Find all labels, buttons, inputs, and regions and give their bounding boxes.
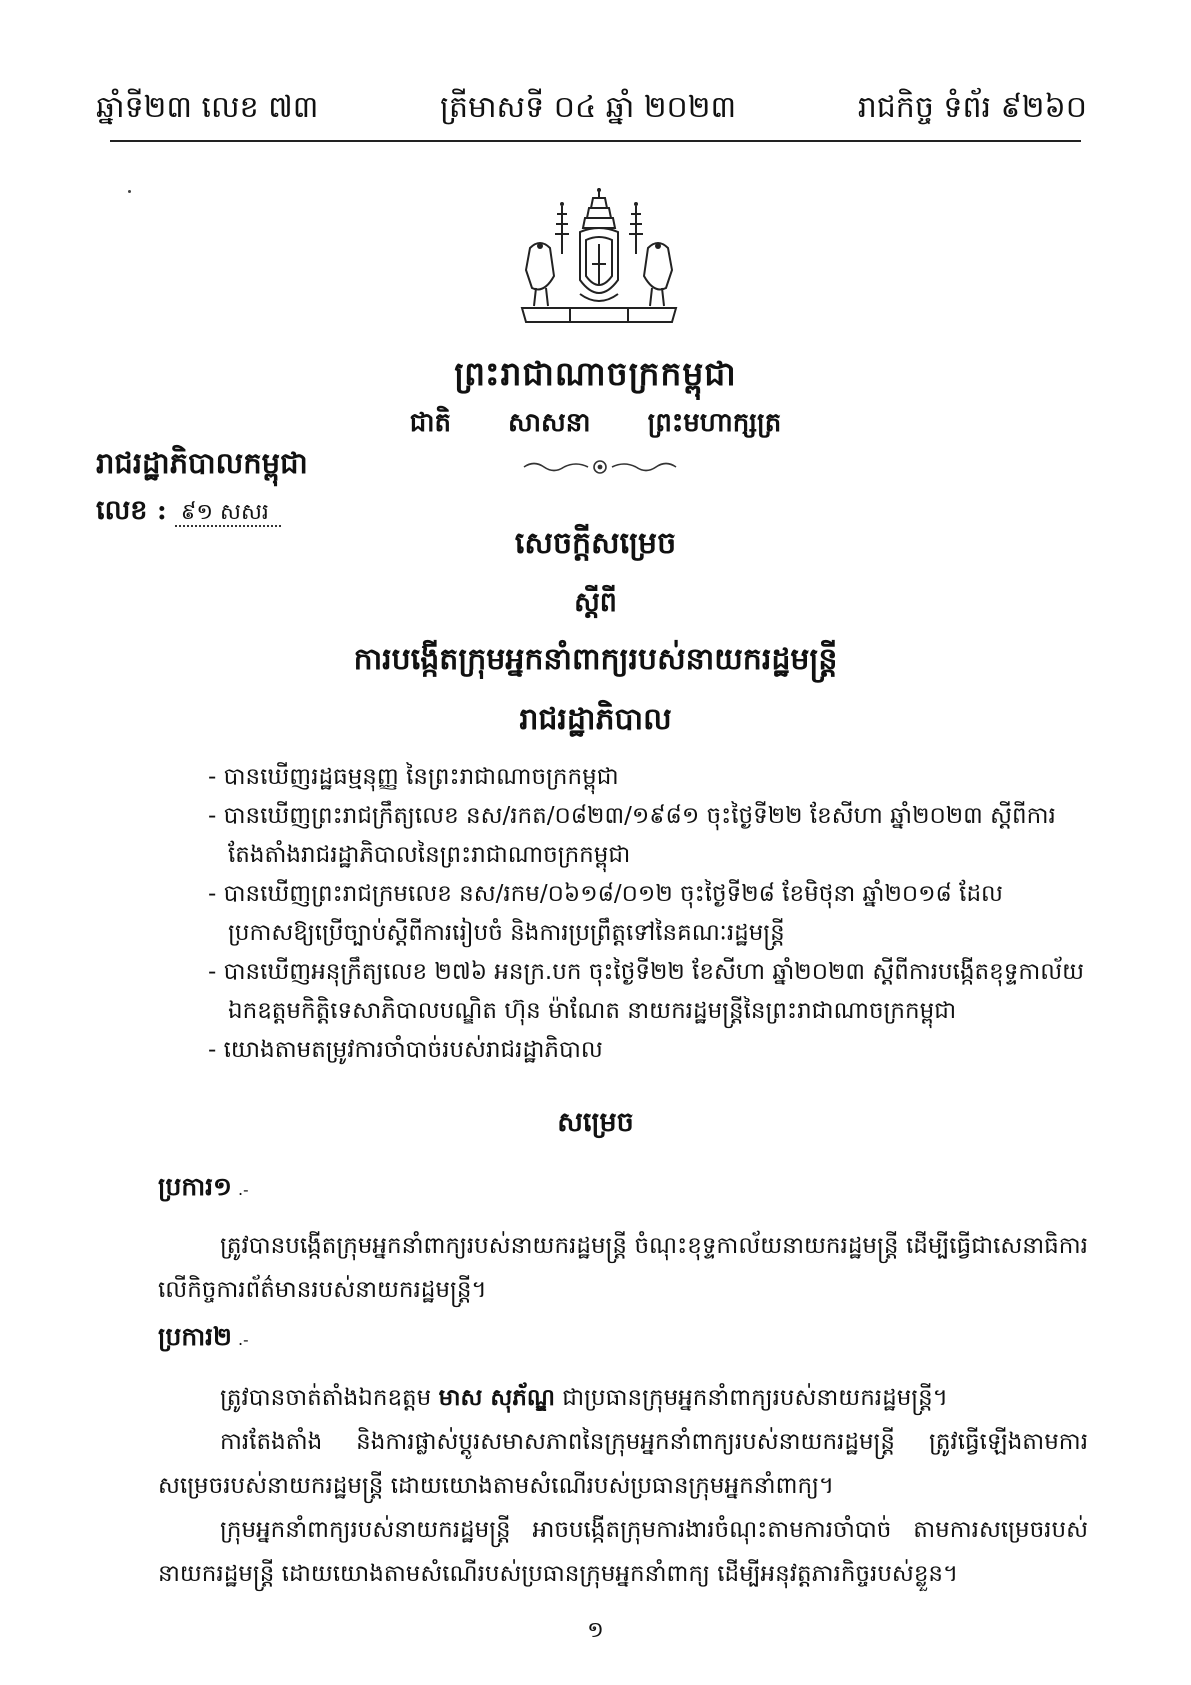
title-about: ស្តីពី	[574, 587, 617, 618]
article-2-title: ប្រការ២	[158, 1322, 232, 1351]
header-rule	[110, 140, 1081, 142]
recital-item: - បានឃើញព្រះរាជក្រមលេខ នស/រកម/០៦១៨/០១២ ចុះថ្ងៃទី២៨ ខែមិថុនា ឆ្នាំ២០១៨ ដែលប្រកាសឱ្យប្រើច្បាប់ស្តីពីការរៀបចំ និងការប្រព្រឹត្តទៅនៃគណៈរដ្ឋមន្ត្រី	[208, 881, 1003, 946]
recital-item: - យោងតាមតម្រូវការចាំបាច់របស់រាជរដ្ឋាភិបាល	[208, 1037, 603, 1063]
article-2-paragraph-3: ក្រុមអ្នកនាំពាក្យរបស់នាយករដ្ឋមន្ត្រី អាចបង្កើតក្រុមការងារចំណុះតាមការចាំបាច់ តាមការសម្រេចរបស់នាយករដ្ឋមន្ត្រី ដោយយោងតាមសំណើរបស់ប្រធានក្រុមអ្នកនាំពាក្យ ដើម្បីអនុវត្តភារកិច្ចរបស់ខ្លួន។	[158, 1517, 1088, 1587]
number-label: លេខ :	[96, 495, 167, 526]
page-number: ១	[587, 1618, 604, 1643]
issuing-government: រាជរដ្ឋាភិបាលកម្ពុជា	[96, 446, 308, 480]
recital-item: - បានឃើញអនុក្រឹត្យលេខ ២៧៦ អនក្រ.បក ចុះថ្ងៃទី២២ ខែសីហា ឆ្នាំ២០២៣ ស្តីពីការបង្កើតខុទ្ទកាល័យឯកឧត្តមកិត្តិទេសាភិបាលបណ្ឌិត ហ៊ុន ម៉ាណែត នាយករដ្ឋមន្ត្រីនៃព្រះរាជាណាចក្រកម្ពុជា	[208, 959, 1085, 1024]
p1-after: ជាប្រធានក្រុមអ្នកនាំពាក្យរបស់នាយករដ្ឋមន្ត្រី។	[554, 1385, 948, 1411]
document-subject: ការបង្កើតក្រុមអ្នកនាំពាក្យរបស់នាយករដ្ឋមន្ត្រី	[353, 642, 838, 677]
issuing-authority: រាជរដ្ឋាភិបាល	[519, 702, 672, 737]
article-1-paragraph: ត្រូវបានបង្កើតក្រុមអ្នកនាំពាក្យរបស់នាយករដ្ឋមន្ត្រី ចំណុះខុទ្ទកាល័យនាយករដ្ឋមន្ត្រី ដើម្បីធ្វើជាសេនាធិការលើកិច្ចការព័ត៌មានរបស់នាយករដ្ឋមន្ត្រី។	[158, 1233, 1088, 1303]
article-2-marker: .-	[237, 1330, 249, 1349]
decision-heading: សម្រេច	[557, 1107, 634, 1138]
royal-emblem-icon	[510, 184, 688, 336]
gazette-header	[96, 88, 1087, 132]
scan-speck	[128, 190, 131, 193]
document-type: សេចក្តីសម្រេច	[514, 526, 677, 561]
spokesperson-name: មាស សុភ័ណ្ឌ	[438, 1385, 555, 1411]
recital-item: - បានឃើញព្រះរាជក្រឹត្យលេខ នស/រកត/០៨២៣/១៩៨១ ចុះថ្ងៃទី២២ ខែសីហា ឆ្នាំ២០២៣ ស្តីពីការតែងតាំងរាជរដ្ឋាភិបាលនៃព្រះរាជាណាចក្រកម្ពុជា	[208, 803, 1056, 868]
p1-before: ត្រូវបានចាត់តាំងឯកឧត្តម	[220, 1385, 439, 1411]
header-issue: ឆ្នាំទី២៣ លេខ ៧៣	[96, 90, 319, 125]
header-page: រាជកិច្ច ទំព័រ ៩២៦០	[857, 90, 1087, 125]
article-1-heading	[158, 1172, 248, 1208]
motto-religion: សាសនា	[508, 408, 591, 438]
number-value: ៩១ សសរ	[175, 500, 281, 527]
national-motto	[0, 406, 1191, 444]
recital-item: - បានឃើញរដ្ឋធម្មនុញ្ញ នៃព្រះរាជាណាចក្រកម្ពុជា	[208, 764, 619, 790]
article-1-title: ប្រការ១	[158, 1172, 232, 1201]
article-2-body	[158, 1376, 1088, 1596]
article-2-paragraph-1	[158, 1376, 1088, 1420]
header-quarter: ត្រីមាសទី ០៤ ឆ្នាំ ២០២៣	[440, 90, 737, 125]
kingdom-name: ព្រះរាជាណាចក្រកម្ពុជា	[454, 354, 737, 393]
ornament-divider-icon	[520, 458, 680, 476]
motto-king: ព្រះមហាក្សត្រ	[647, 408, 782, 438]
article-1-marker: .-	[237, 1180, 249, 1199]
article-2-paragraph-2: ការតែងតាំង និងការផ្លាស់ប្តូរសមាសភាពនៃក្រុមអ្នកនាំពាក្យរបស់នាយករដ្ឋមន្ត្រី ត្រូវធ្វើឡើងតាមការសម្រេចរបស់នាយករដ្ឋមន្ត្រី ដោយយោងតាមសំណើរបស់ប្រធានក្រុមអ្នកនាំពាក្យ។	[158, 1429, 1088, 1499]
motto-nation: ជាតិ	[409, 408, 451, 438]
article-1-body	[158, 1224, 1088, 1312]
article-2-heading	[158, 1322, 248, 1358]
recitals-list	[208, 758, 1088, 1070]
